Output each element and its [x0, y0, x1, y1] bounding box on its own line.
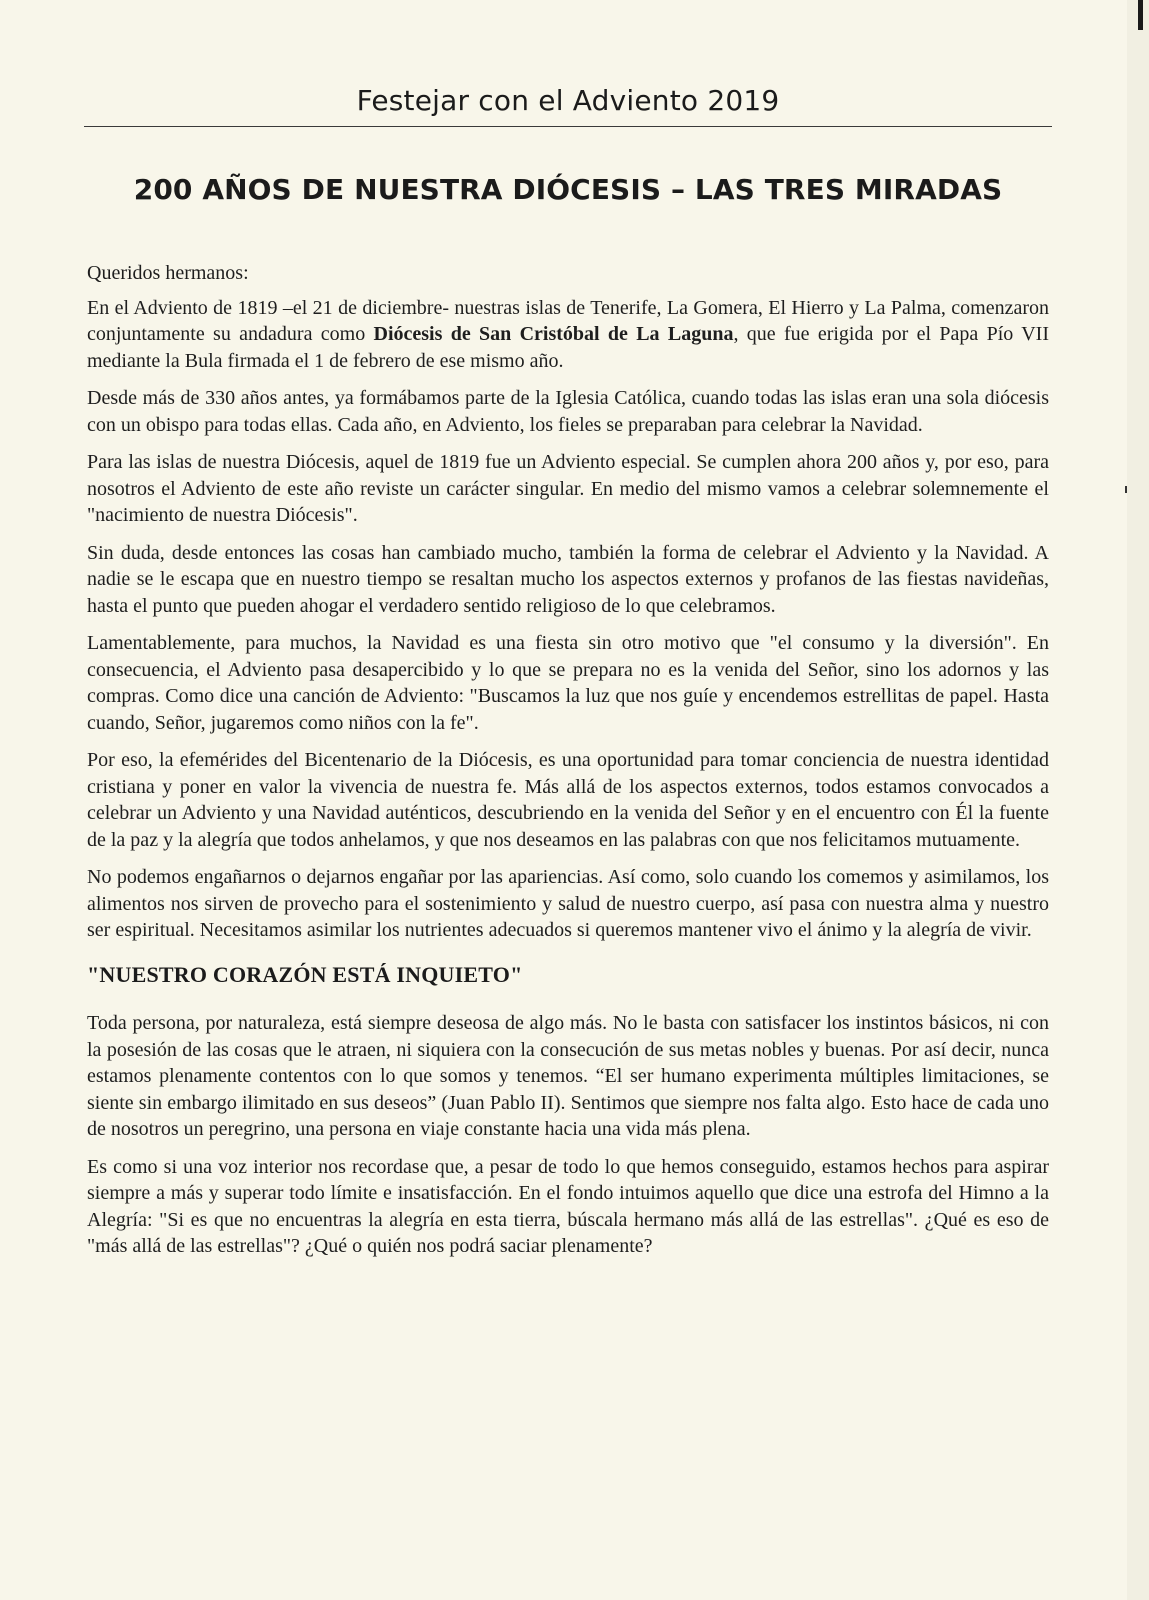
- section-heading: "NUESTRO CORAZÓN ESTÁ INQUIETO": [87, 961, 523, 987]
- paragraph-5: Lamentablemente, para muchos, la Navidad es una fiesta sin otro motivo que "el consumo y la diversión". En consecuencia, el Adviento pasa desapercibido y lo que se prepara no es la venida del Señor, sino los adornos y las compras. Como dice una canción de Adviento: "Buscamos la luz que nos guíe y encendemos estrellitas de papel. Hasta cuando, Señor, jugaremos como niños con la fe".: [87, 632, 1049, 734]
- running-header: Festejar con el Adviento 2019: [356, 84, 780, 117]
- paragraph-1-start: En el Adviento de 1819 –el 21 de diciembre- nuestras islas de Tenerife, La Gomera, El Hierro y La Palma, comenzaron conjuntamente su andadura como: [87, 296, 1049, 345]
- paragraph-6: Por eso, la efemérides del Bicentenario de la Diócesis, es una oportunidad para tomar conciencia de nuestra identidad cristiana y poner en valor la vivencia de nuestra fe. Más allá de los aspectos externos, todos estamos convocados a celebrar un Adviento y una Navidad auténticos, descubriendo en la venida del Señor y en el encuentro con Él la fuente de la paz y la alegría que todos anhelamos, y que nos deseamos en las palabras con que nos felicitamos mutuamente.: [87, 749, 1049, 851]
- scan-speck: [1125, 486, 1127, 493]
- paragraph-3: Para las islas de nuestra Diócesis, aquel de 1819 fue un Adviento especial. Se cumplen ahora 200 años y, por eso, para nosotros el Adviento de este año reviste un carácter singular. En medio del mismo vamos a celebrar solemnemente el "nacimiento de nuestra Diócesis".: [87, 451, 1049, 526]
- header-divider: [84, 126, 1052, 127]
- paragraph-1-end: , que fue erigida por el Papa Pío VII mediante la Bula firmada el 1 de febrero de ese mismo año.: [87, 323, 1049, 372]
- paragraph-9: Es como si una voz interior nos recordase que, a pesar de todo lo que hemos conseguido, estamos hechos para aspirar siempre a más y superar todo límite e insatisfacción. En el fondo intuimos aquello que dice una estrofa del Himno a la Alegría: "Si es que no encuentras la alegría en esta tierra, búscala hermano más allá de las estrellas". ¿Qué es eso de "más allá de las estrellas"? ¿Qué o quién nos podrá saciar plenamente?: [87, 1155, 1049, 1257]
- greeting: Queridos hermanos:: [87, 262, 249, 284]
- paragraph-8: Toda persona, por naturaleza, está siempre deseosa de algo más. No le basta con satisfacer los instintos básicos, ni con la posesión de las cosas que le atraen, ni siquiera con la consecución de sus metas nobles y buenas. Por así decir, nunca estamos plenamente contentos con lo que somos y tenemos. “El ser humano experimenta múltiples limitaciones, se siente sin embargo ilimitado en sus deseos” (Juan Pablo II). Sentimos que siempre nos falta algo. Esto hace de cada uno de nosotros un peregrino, una persona en viaje constante hacia una vida más plena.: [87, 1012, 1049, 1140]
- paragraph-4: Sin duda, desde entonces las cosas han cambiado mucho, también la forma de celebrar el Adviento y la Navidad. A nadie se le escapa que en nuestro tiempo se resaltan mucho los aspectos externos y profanos de las fiestas navideñas, hasta el punto que pueden ahogar el verdadero sentido religioso de lo que celebramos.: [87, 541, 1049, 617]
- article-title: 200 AÑOS DE NUESTRA DIÓCESIS – LAS TRES MIRADAS: [133, 173, 1003, 206]
- scan-page-edge: [1127, 0, 1149, 1600]
- scan-edge-mark: [1138, 0, 1143, 30]
- diocese-name: Diócesis de San Cristóbal de La Laguna: [373, 323, 734, 345]
- paragraph-1: [87, 295, 1049, 375]
- article-body: [87, 260, 1049, 1271]
- paragraph-2: Desde más de 330 años antes, ya formábamos parte de la Iglesia Católica, cuando todas las islas eran una sola diócesis con un obispo para todas ellas. Cada año, en Adviento, los fieles se preparaban para celebrar la Navidad.: [87, 387, 1049, 436]
- paragraph-7: No podemos engañarnos o dejarnos engañar por las apariencias. Así como, solo cuando los comemos y asimilamos, los alimentos nos sirven de provecho para el sostenimiento y salud de nuestro cuerpo, así pasa con nuestra alma y nuestro ser espiritual. Necesitamos asimilar los nutrientes adecuados si queremos mantener vivo el ánimo y la alegría de vivir.: [87, 866, 1049, 941]
